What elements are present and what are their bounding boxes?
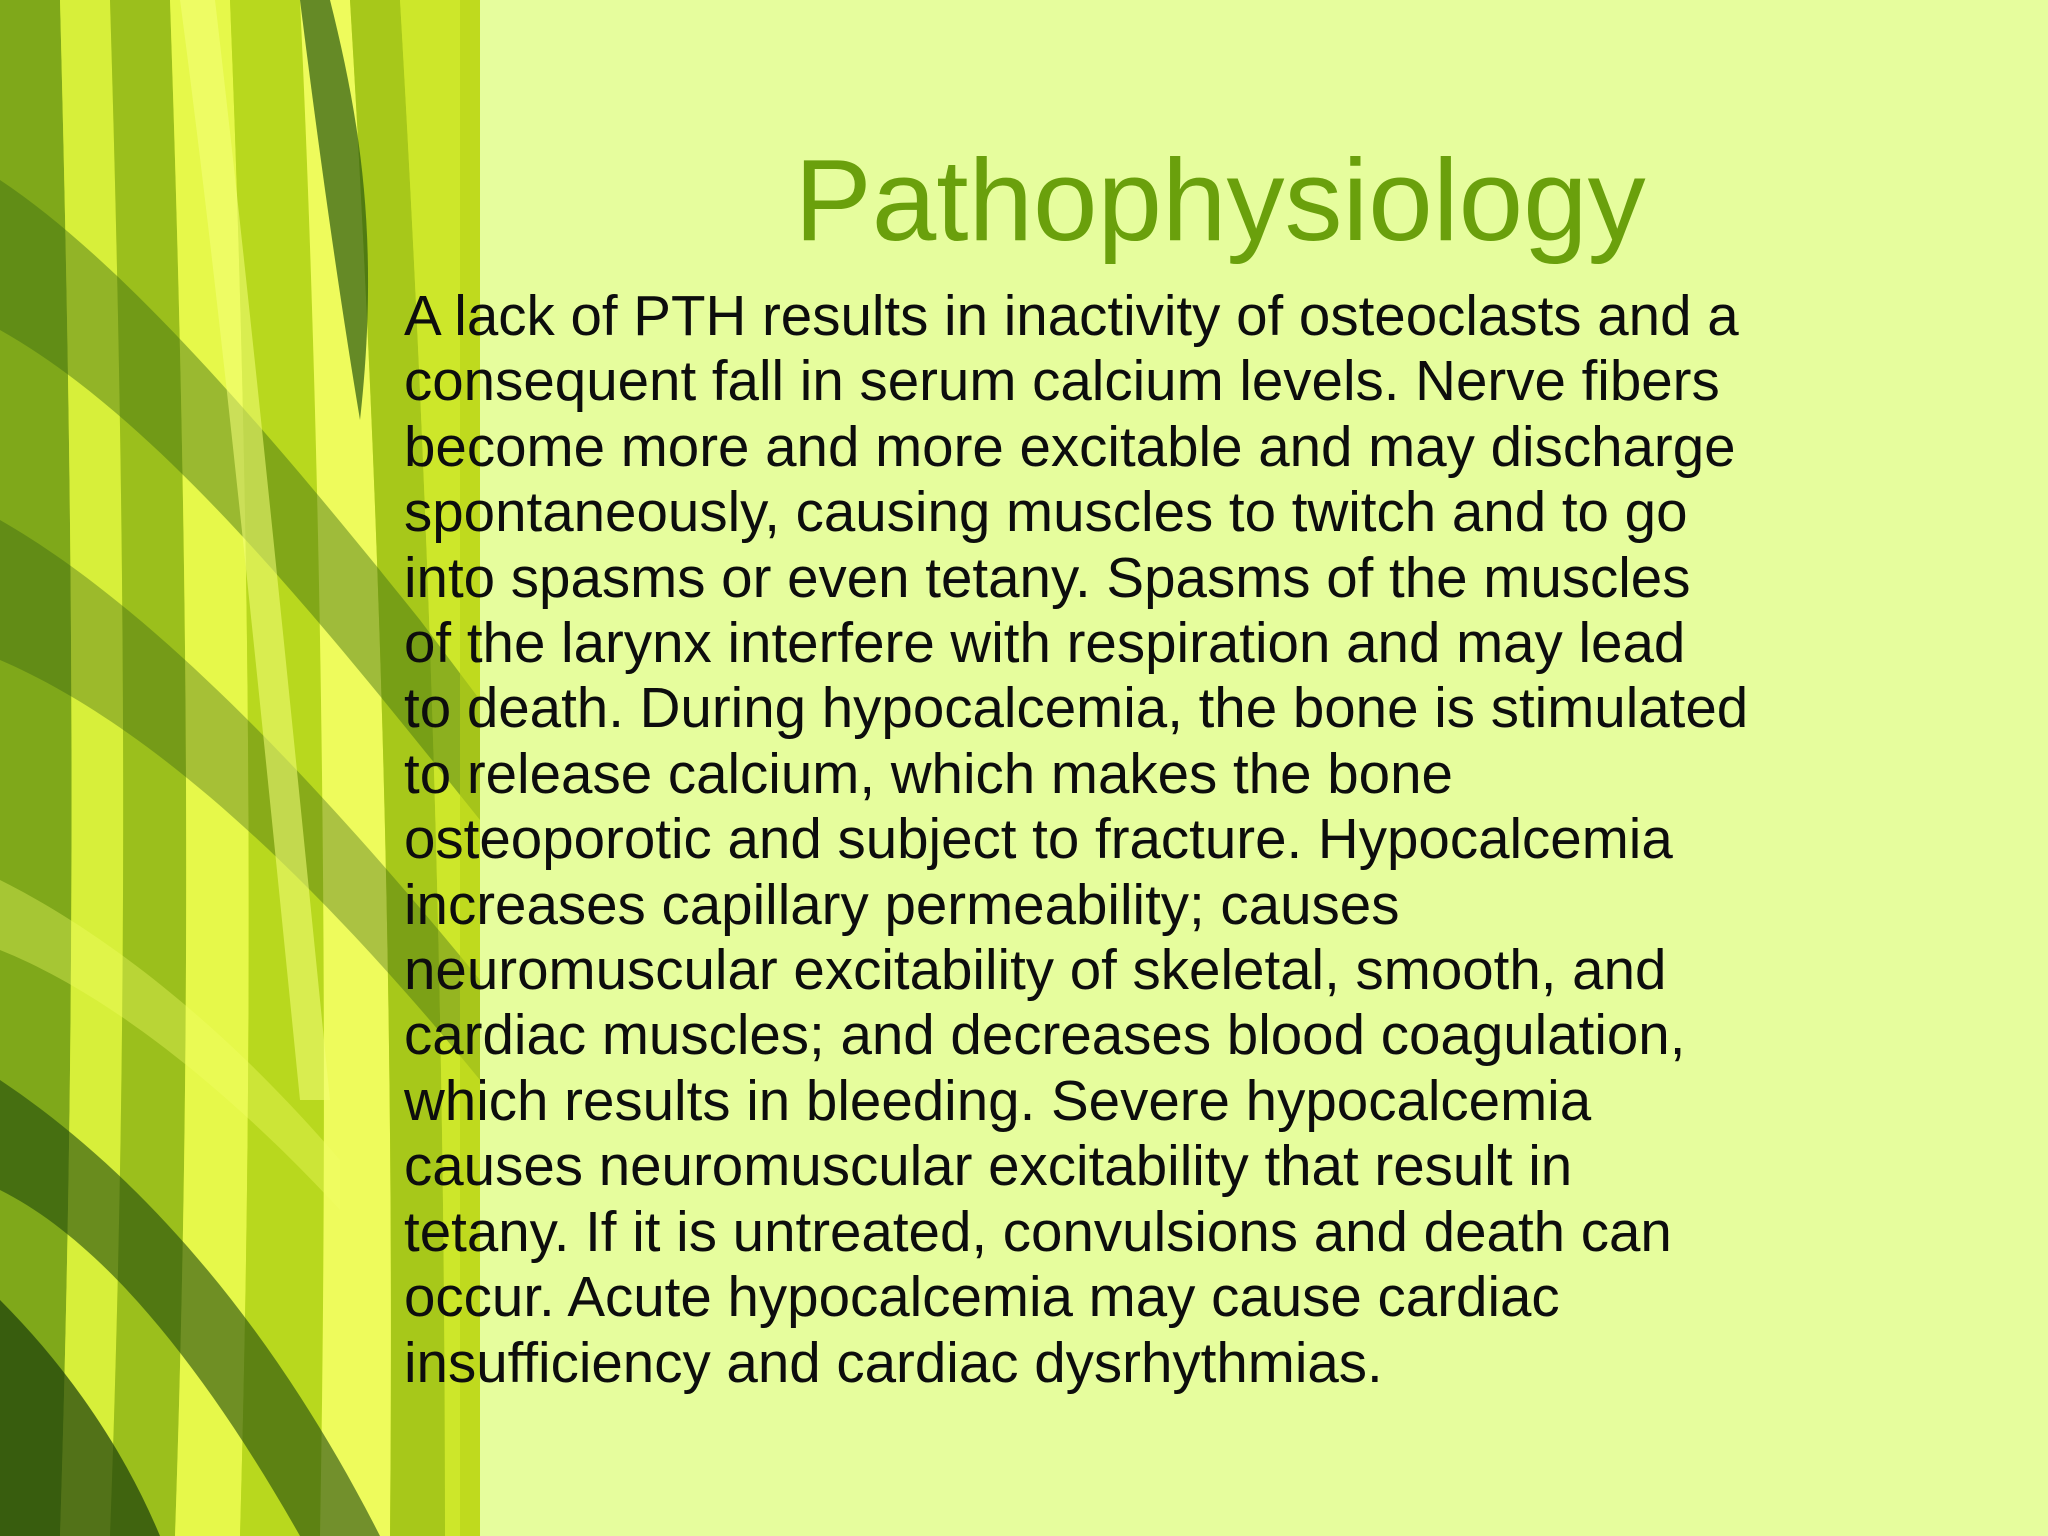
body-line: consequent fall in serum calcium levels. Nerve fibers xyxy=(404,349,1720,413)
body-line: to death. During hypocalcemia, the bone is stimulated xyxy=(404,676,1749,740)
body-line: spontaneously, causing muscles to twitch and to go xyxy=(404,480,1688,544)
body-line: causes neuromuscular excitability that result in xyxy=(404,1134,1573,1198)
body-line: to release calcium, which makes the bone xyxy=(404,741,1453,805)
body-line: increases capillary permeability; causes xyxy=(404,872,1400,936)
body-line: into spasms or even tetany. Spasms of the muscles xyxy=(404,545,1691,609)
body-line: osteoporotic and subject to fracture. Hypocalcemia xyxy=(404,807,1673,871)
body-line: neuromuscular excitability of skeletal, smooth, and xyxy=(404,938,1667,1002)
body-line: tetany. If it is untreated, convulsions and death can xyxy=(404,1199,1672,1263)
body-line: become more and more excitable and may discharge xyxy=(404,414,1736,478)
body-line: insufficiency and cardiac dysrhythmias. xyxy=(404,1330,1383,1394)
slide-body-text xyxy=(404,283,2044,1395)
body-line: occur. Acute hypocalcemia may cause cardiac xyxy=(404,1265,1560,1329)
slide-title: Pathophysiology xyxy=(794,135,1646,265)
body-line: of the larynx interfere with respiration and may lead xyxy=(404,611,1686,675)
body-line: which results in bleeding. Severe hypocalcemia xyxy=(404,1068,1592,1132)
body-line: cardiac muscles; and decreases blood coagulation, xyxy=(404,1003,1686,1067)
body-line: A lack of PTH results in inactivity of osteoclasts and a xyxy=(404,284,1739,347)
